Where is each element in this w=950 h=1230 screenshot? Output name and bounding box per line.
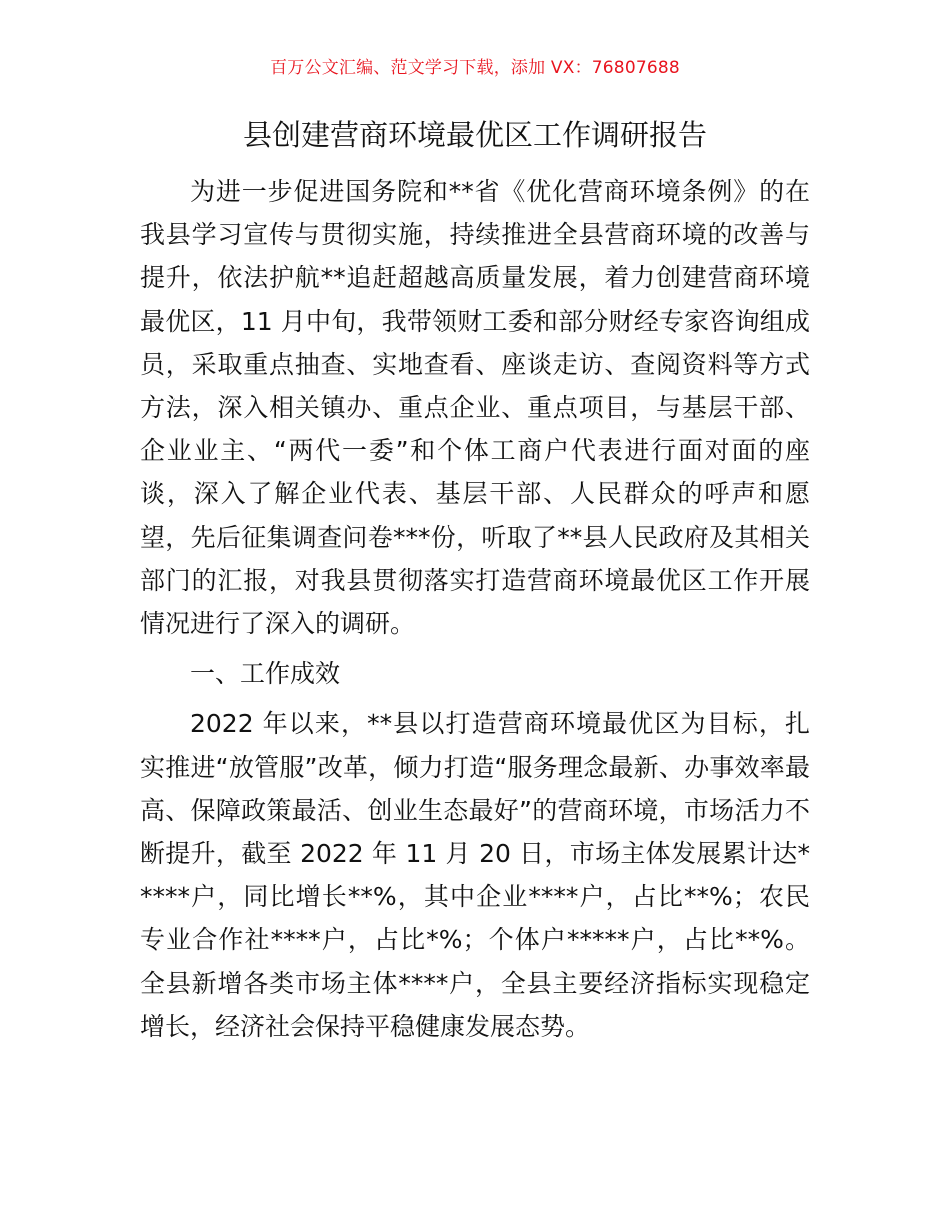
watermark-header: 百万公文汇编、范文学习下载，添加 VX：76807688	[270, 58, 680, 78]
intro-paragraph: 为进一步促进国务院和**省《优化营商环境条例》的在我县学习宣传与贯彻实施，持续推进全县营商环境的改善与提升，依法护航**追赶超越高质量发展，着力创建营商环境最优区，11 月中旬，我带领财工委和部分财经专家咨询组成员，采取重点抽查、实地查看、座谈走访、查阅资料等方式方法，深入相关镇办、重点企业、重点项目，与基层干部、企业业主、“两代一委”和个体工商户代表进行面对面的座谈，深入了解企业代表、基层干部、人民群众的呼声和愿望，先后征集调查问卷***份，听取了**县人民政府及其相关部门的汇报，对我县贯彻落实打造营商环境最优区工作开展情况进行了深入的调研。	[140, 177, 810, 639]
document-title: 县创建营商环境最优区工作调研报告	[242, 118, 707, 152]
work-results-paragraph: 2022 年以来，**县以打造营商环境最优区为目标，扎实推进“放管服”改革，倾力打造“服务理念最新、办事效率最高、保障政策最活、创业生态最好”的营商环境，市场活力不断提升，截至 2022 年 11 月 20 日，市场主体发展累计达*****户，同比增长**%，其中企业****户，占比**%；农民专业合作社****户，占比*%；个体户*****户，占比**%。全县新增各类市场主体****户，全县主要经济指标实现稳定增长，经济社会保持平稳健康发展态势。	[140, 709, 810, 1041]
document-body	[140, 170, 810, 1048]
section-heading-work-results: 一、工作成效	[190, 659, 341, 689]
